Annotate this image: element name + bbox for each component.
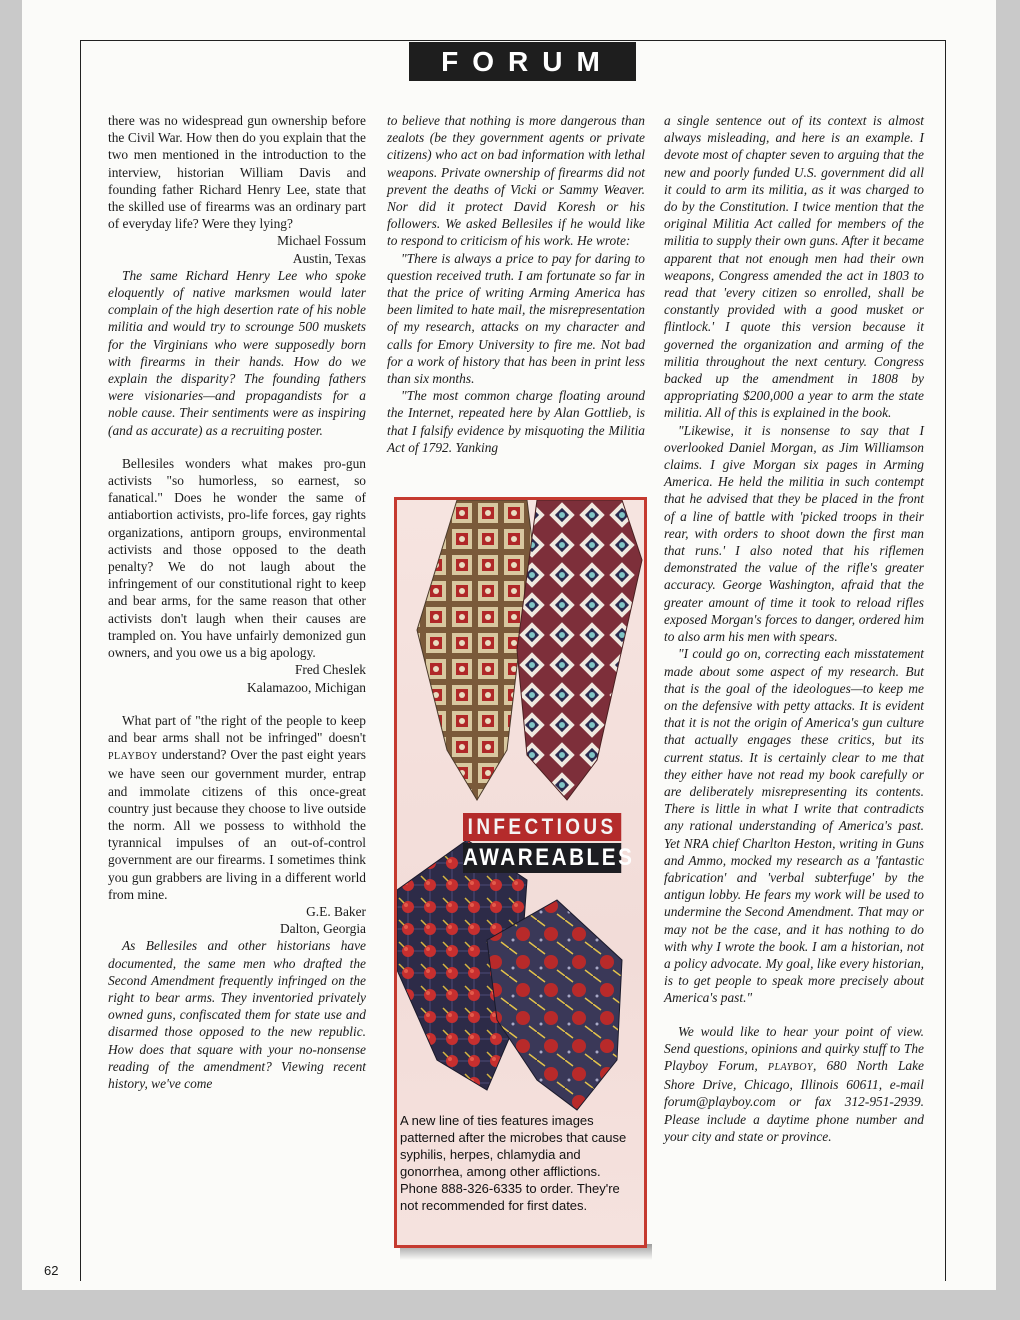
letter-text: there was no widespread gun ownership before the Civil War. How then do you explain that the two men mentioned in the introduction to the interview, historian William Davis and founding father Richard Henry Lee, state that the skilled use of firearms was an ordinary part of everyday life? Were they lying?	[108, 113, 366, 232]
letter-text-part: What part of "the right of the people to keep and bear arms shall not be infringed" doesn't	[108, 712, 366, 745]
spacer	[108, 439, 366, 455]
tie-shape	[517, 500, 642, 800]
editor-reply: to believe that nothing is more dangerous than zealots (be they government agents or private citizens) who act on bad information with lethal weapons. Private ownership of firearms did not prevent the deaths of Vicki or Sammy Weaver. Nor did it protect David Koresh or his followers. We asked Bellesiles if he would like to respond to criticism of his work. He wrote:	[387, 113, 645, 249]
letter-signature-name: Michael Fossum	[277, 233, 366, 249]
tie-shape	[487, 900, 622, 1110]
playboy-smallcaps: PLAYBOY	[108, 751, 158, 763]
scan-margin-right	[996, 0, 1020, 1320]
letter-text	[108, 712, 366, 903]
closing-text-part: , 680 North Lake Shore Drive, Chicago, Illinois 60611, e-mail forum@playboy.com or fax 312-951-2939. Please include a daytime phone number and your city and state or province.	[664, 1057, 924, 1144]
ad-title	[463, 813, 647, 873]
scan-margin-bottom	[0, 1290, 1020, 1320]
page-number: 62	[44, 1263, 59, 1278]
letter-signature-place: Dalton, Georgia	[279, 921, 366, 937]
letter-text: Bellesiles wonders what makes pro-gun activists "so humorless, so earnest, so fanatical." Does he wonder the same of antiabortion activists, pro-life forces, gay rights organizations, antiporn groups, environmental activists and those opposed to the death penalty? We do not laugh about the infringement of our constitutional right to keep and bear arms, for the same reason that other activists don't laugh when their causes are trampled on. You have unfairly demonized gun owners, and you owe us a big apology.	[108, 455, 366, 661]
scan-margin-left	[0, 0, 22, 1320]
ad-caption: A new line of ties features images patterned after the microbes that cause syphilis, herpes, chlamydia and gonorrhea, among other afflictions. Phone 888-326-6335 to order. They're not recommended for first dates.	[400, 1113, 627, 1213]
ad-title-line1: INFECTIOUS	[463, 813, 621, 841]
playboy-smallcaps: PLAYBOY	[767, 1061, 814, 1073]
letter-signature-place: Austin, Texas	[292, 250, 366, 266]
editor-reply: The same Richard Henry Lee who spoke eloquently of native marksmen would later complain of the high desertion rate of his noble militia and would try to scrounge 500 muskets for the Virginians who were supposedly born with firearms in their hands. How do we explain the disparity? The founding fathers were visionaries—and propagandists for a noble cause. Their sentiments were as inspiring (and as accurate) as a recruiting poster.	[108, 267, 366, 438]
column-1	[108, 112, 366, 1092]
ad-title-line2: AWAREABLES	[463, 844, 635, 871]
letter-text-part: understand? Over the past eight years we have seen our government murder, entrap and immolate citizens of this once-great country just because they choose to live outside the norm. All we possess to withhold the tyrannical impulses of an out-of-control government are our firearms. I sometimes think you gun grabbers are living in a different world from mine.	[108, 747, 366, 902]
closing-text-part: We would like to hear your point of view. Send questions, opinions and quirky stuff to The Playboy Forum,	[664, 1023, 924, 1073]
spacer	[108, 696, 366, 712]
author-response: "There is always a price to pay for daring to question received truth. I am fortunate so far in that the price of writing Arming America has been limited to hate mail, the misrepresentation of my research, attacks on my character and calls for Emory University to fire me. Not bad for a work of history that has been in print less than six months.	[387, 250, 645, 387]
author-response: "I could go on, correcting each misstatement made about some aspect of my research. But that is the goal of the ideologues—to keep me on the defensive with petty attacks. It is evident that it is not the origin of America's gun culture that actually engages these critics, but its current status. It is certainly clear to me that they either have not read my book carefully or are deliberately misrepresenting its contents. There is little in what I write that contradicts any rational understanding of America's past. Yet NRA chief Charlton Heston, writing in Guns and Ammo, mocked my research as a 'fantastic fabrication' and 'verbal subterfuge' by the antigun lobby. He fears my work will be used to undermine the Second Amendment. That may or may not be the case, and it has nothing to do with why I wrote the book. I am a historian, not a policy advocate. My goal, like every historian, is to get people to speak more precisely about America's past."	[664, 646, 924, 1006]
author-response: a single sentence out of its context is almost always misleading, and here is an example. I devote most of chapter seven to arguing that the new and poorly funded U.S. government did all it could to arm its militia, as it was charged to do by the Constitution. I twice mention that the original Militia Act called for members of the militia to supply their own guns. After it became apparent that not enough men had their own weapons, Congress amended the act in 1803 to read that 'every citizen so enrolled, shall be constantly provided with a good musket or flintlock.' I quote this version because it governed the organization and arming of the militia throughout the next century. Congress backed up the amendment in 1808 by appropriating $200,000 a year to arm the state militia. All of this is explained in the book.	[664, 113, 924, 421]
tie-shape	[417, 500, 532, 800]
section-title-banner	[409, 42, 636, 81]
forum-closing-note	[664, 1023, 924, 1145]
letter-signature-place: Kalamazoo, Michigan	[247, 679, 366, 695]
column-3	[664, 112, 924, 1145]
author-response: "The most common charge floating around the Internet, repeated here by Alan Gottlieb, is that I falsify evidence by misquoting the Militia Act of 1792. Yanking	[387, 388, 645, 455]
author-response: "Likewise, it is nonsense to say that I overlooked Daniel Morgan, as Jim Williamson claims. I give Morgan six pages in Arming America. He held the militia in such contempt that he advised that they be placed in the front of a line of battle with 'picked troops in their rear, with orders to shoot down the first man that runs.' I also noted that his riflemen demonstrated the value of the rifle's greater accuracy. George Washington, afraid that the greater amount of time it took to reload rifles exposed Morgan's forces to danger, ordered him to also arm his men with spears.	[664, 422, 924, 645]
editor-reply: As Bellesiles and other historians have documented, the same men who drafted the Second Amendment frequently infringed on the right to bear arms. They inventoried privately owned guns, confiscated them for state use and disarmed those opposed to the new republic. How does that square with your no-nonsense reading of the amendment? Viewing recent history, we've come	[108, 938, 366, 1091]
letter-signature-name: Fred Cheslek	[294, 662, 366, 678]
column-2	[387, 112, 645, 456]
spacer	[664, 1007, 924, 1023]
letter-signature-name: G.E. Baker	[306, 903, 366, 919]
section-title: FORUM	[441, 45, 614, 77]
